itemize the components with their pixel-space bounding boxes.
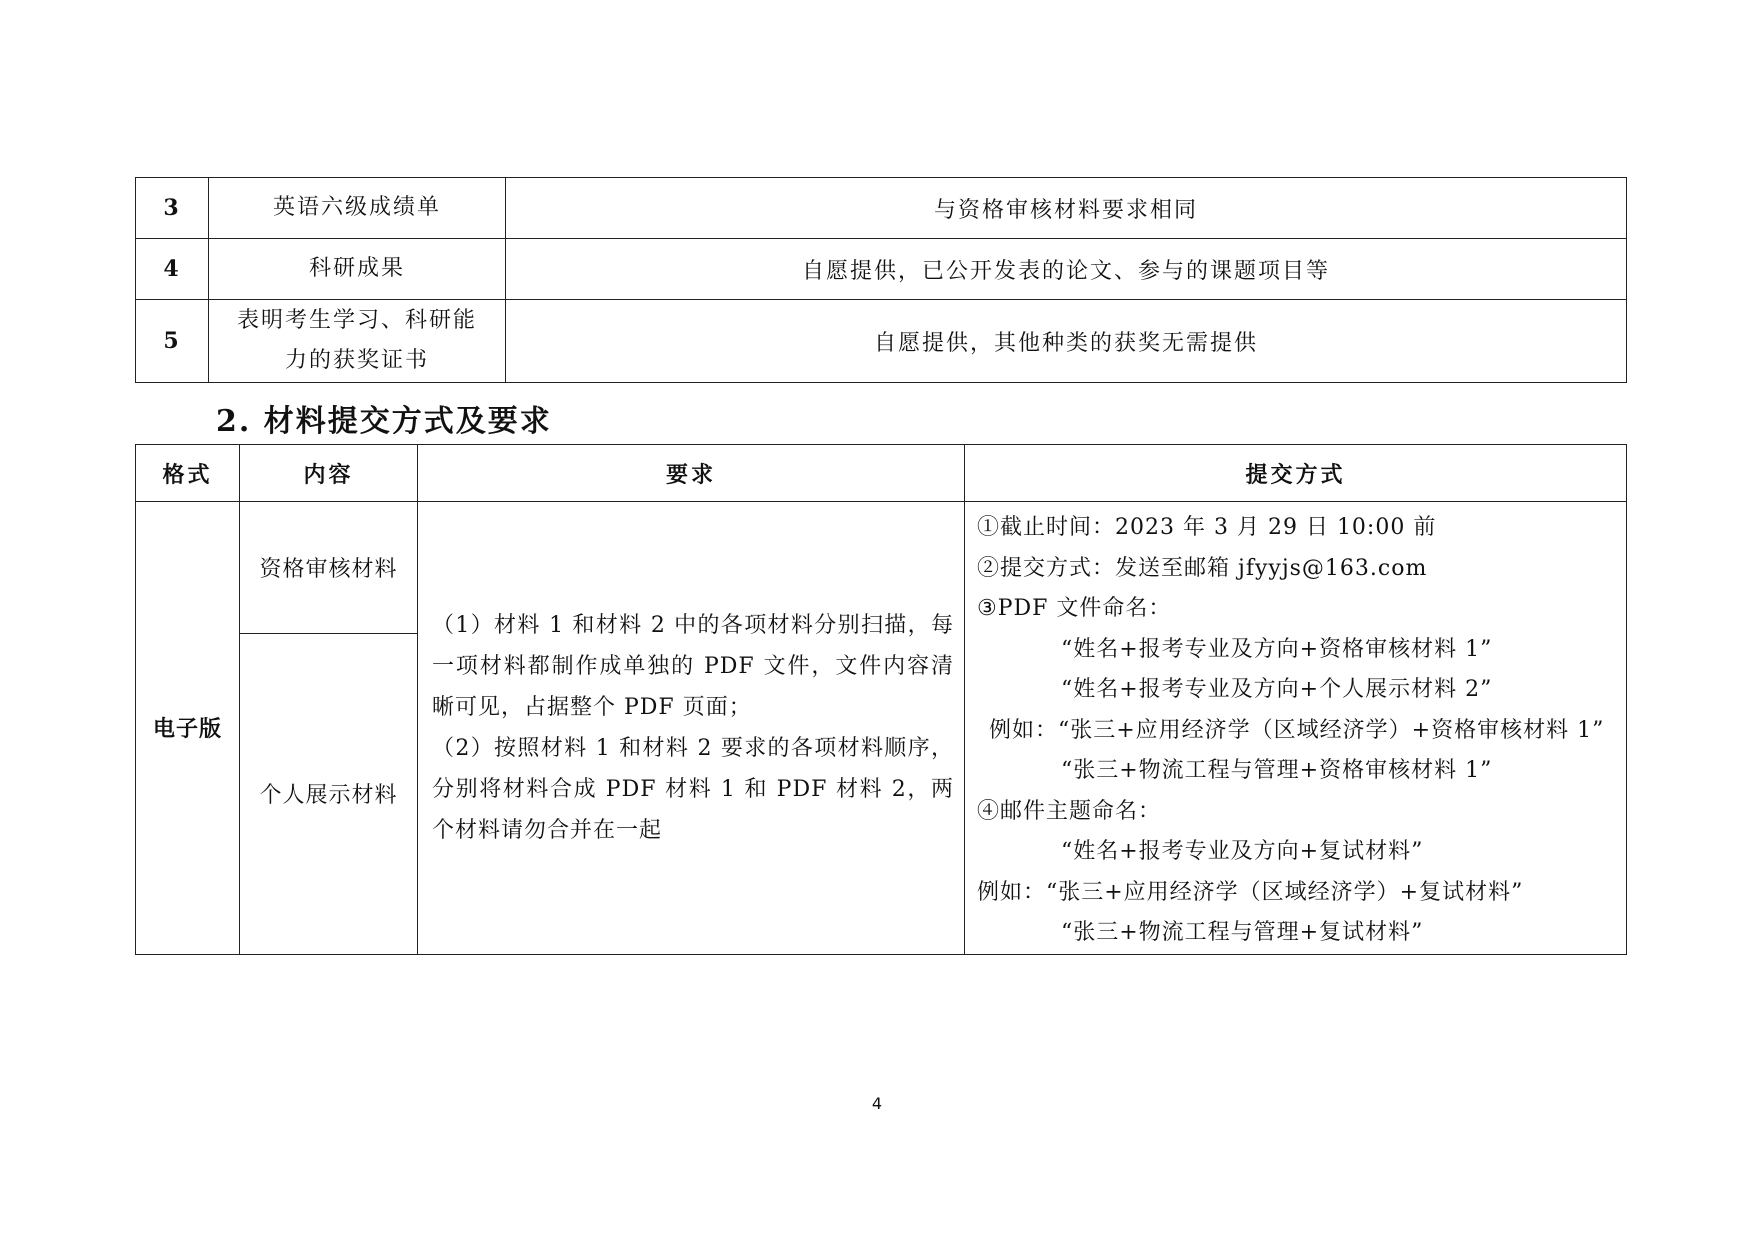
row-number: 5	[136, 300, 209, 383]
material-name: 科研成果	[209, 239, 506, 300]
material-name-line: 力的获奖证书	[284, 348, 429, 373]
submission-line: “姓名+报考专业及方向+复试材料”	[1061, 839, 1424, 864]
row-number: 4	[136, 239, 209, 300]
header-submission: 提交方式	[965, 445, 1627, 502]
submission-line: 例如：“张三+应用经济学（区域经济学）+复试材料”	[977, 879, 1524, 905]
submission-line: “张三+物流工程与管理+复试材料”	[1061, 920, 1424, 945]
submission-line: “姓名+报考专业及方向+个人展示材料 2”	[1061, 677, 1493, 702]
material-name	[209, 300, 506, 383]
header-format: 格式	[136, 445, 240, 502]
table-row	[136, 502, 1627, 634]
page-number: 4	[871, 1094, 883, 1113]
table-header-row	[136, 445, 1627, 502]
section-heading: 2. 材料提交方式及要求	[216, 404, 552, 439]
material-requirement: 自愿提供，其他种类的获奖无需提供	[506, 300, 1627, 383]
requirement-item: （1）材料 1 和材料 2 中的各项材料分别扫描，每一项材料都制作成单独的 PDF 文件，文件内容清晰可见，占据整个 PDF 页面；	[432, 612, 954, 720]
submission-cell	[965, 502, 1627, 955]
material-name: 英语六级成绩单	[209, 178, 506, 239]
table-row	[136, 239, 1627, 300]
submission-line: ④邮件主题命名：	[977, 798, 1162, 824]
submission-line: “张三+物流工程与管理+资格审核材料 1”	[1061, 758, 1493, 783]
requirement-cell	[418, 502, 965, 955]
materials-table-continued	[135, 177, 1627, 383]
material-requirement: 与资格审核材料要求相同	[506, 178, 1627, 239]
submission-line: “姓名+报考专业及方向+资格审核材料 1”	[1061, 636, 1493, 662]
material-name-line: 表明考生学习、科研能	[236, 308, 477, 333]
content-personal: 个人展示材料	[240, 634, 418, 954]
content-qualification: 资格审核材料	[240, 502, 418, 634]
submission-line: ①截止时间：2023 年 3 月 29 日 10:00 前	[977, 515, 1437, 540]
row-number: 3	[136, 178, 209, 239]
submission-line: ②提交方式：发送至邮箱 jfyyjs@163.com	[977, 555, 1428, 581]
submission-line: 例如：“张三+应用经济学（区域经济学）+资格审核材料 1”	[989, 717, 1605, 743]
material-requirement: 自愿提供，已公开发表的论文、参与的课题项目等	[506, 239, 1627, 300]
table-row	[136, 300, 1627, 383]
requirement-item: （2）按照材料 1 和材料 2 要求的各项材料顺序，分别将材料合成 PDF 材料 1 和 PDF 材料 2，两个材料请勿合并在一起	[432, 735, 954, 843]
submission-table	[135, 444, 1627, 955]
submission-line: ③PDF 文件命名：	[977, 596, 1172, 621]
format-cell: 电子版	[136, 502, 240, 955]
table-row	[136, 178, 1627, 239]
header-requirement: 要求	[418, 445, 965, 502]
header-content: 内容	[240, 445, 418, 502]
